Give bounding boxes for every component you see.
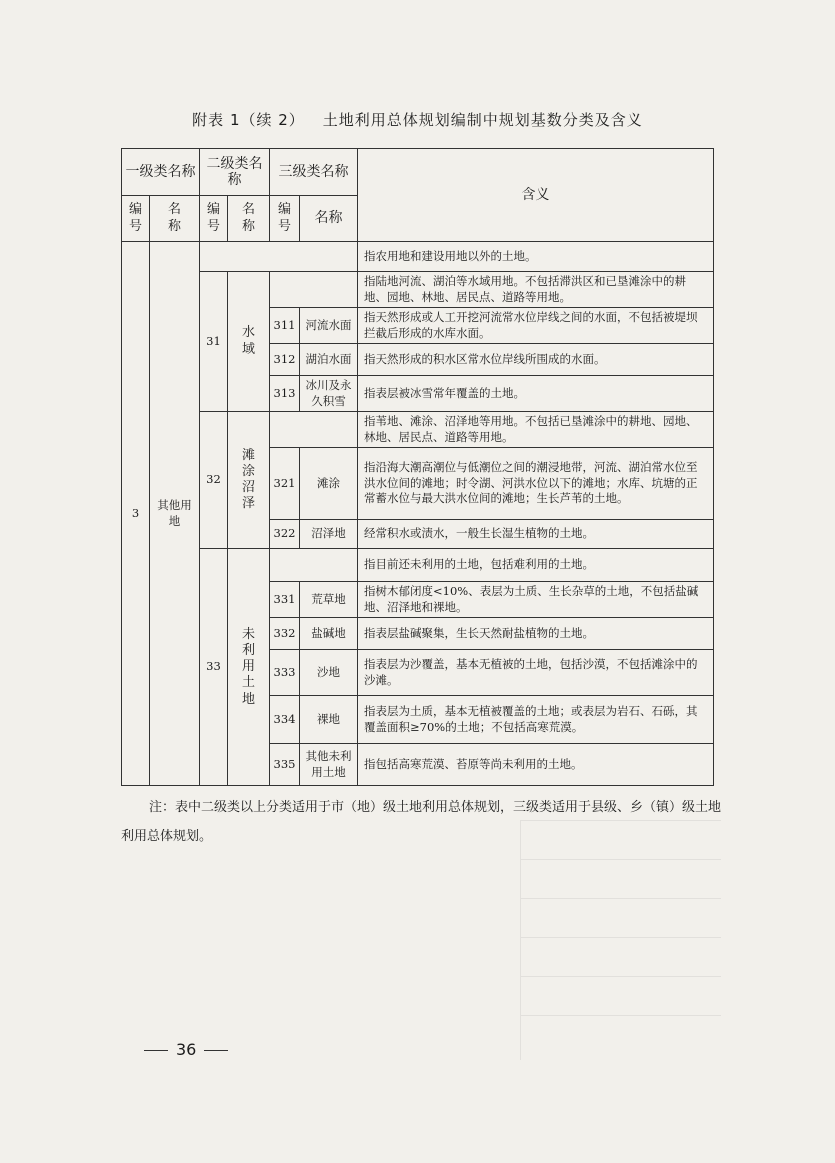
level2-code: 33 (200, 549, 228, 786)
level3-definition: 经常积水或渍水，一般生长湿生植物的土地。 (358, 520, 714, 549)
title-prefix: 附表 1（续 2） (192, 111, 305, 129)
level3-name: 荒草地 (300, 582, 358, 618)
level3-code: 312 (270, 344, 300, 376)
level1-name: 其他用地 (150, 242, 200, 786)
header-row-1 (122, 149, 714, 196)
level3-code: 331 (270, 582, 300, 618)
level3-name: 滩涂 (300, 448, 358, 520)
level2-name: 滩涂沼泽 (228, 412, 270, 549)
level3-definition: 指沿海大潮高潮位与低潮位之间的潮浸地带，河流、湖泊常水位至洪水位间的滩地；时令湖、河洪水位以下的滩地；水库、坑塘的正常蓄水位与最大洪水位间的滩地；生长芦苇的土地。 (358, 448, 714, 520)
level3-name: 河流水面 (300, 308, 358, 344)
level3-name: 其他未利用土地 (300, 744, 358, 786)
level3-name: 冰川及永久积雪 (300, 376, 358, 412)
table-row (122, 242, 714, 272)
level3-name: 沙地 (300, 650, 358, 696)
level2-code: 32 (200, 412, 228, 549)
level3-name: 裸地 (300, 696, 358, 744)
classification-table (121, 148, 714, 786)
level3-name: 湖泊水面 (300, 344, 358, 376)
level3-definition: 指表层为土质，基本无植被覆盖的土地；或表层为岩石、石砾，其覆盖面积≥70%的土地；不包括高寒荒漠。 (358, 696, 714, 744)
header-code-1: 编号 (122, 196, 150, 242)
table-note: 注：表中二级类以上分类适用于市（地）级土地利用总体规划，三级类适用于县级、乡（镇）级土地利用总体规划。 (121, 800, 722, 844)
level3-code: 333 (270, 650, 300, 696)
empty-cell (200, 242, 358, 272)
page-number (136, 1040, 236, 1059)
page-number-text: 36 (176, 1040, 197, 1059)
empty-cell (270, 272, 358, 308)
level3-code: 321 (270, 448, 300, 520)
level3-code: 311 (270, 308, 300, 344)
empty-cell (270, 412, 358, 448)
level2-definition: 指苇地、滩涂、沼泽地等用地。不包括已垦滩涂中的耕地、园地、林地、居民点、道路等用地。 (358, 412, 714, 448)
bleed-through-shadow (520, 820, 721, 1060)
level3-definition: 指表层为沙覆盖，基本无植被的土地，包括沙漠，不包括滩涂中的沙滩。 (358, 650, 714, 696)
level3-definition: 指包括高寒荒漠、苔原等尚未利用的土地。 (358, 744, 714, 786)
level3-code: 332 (270, 618, 300, 650)
header-name-1: 名称 (150, 196, 200, 242)
header-code-3: 编号 (270, 196, 300, 242)
table-row (122, 272, 714, 308)
level1-code: 3 (122, 242, 150, 786)
header-level1: 一级类名称 (122, 149, 200, 196)
header-code-2: 编号 (200, 196, 228, 242)
level2-name: 未利用土地 (228, 549, 270, 786)
level2-code: 31 (200, 272, 228, 412)
table-row (122, 549, 714, 582)
level3-code: 322 (270, 520, 300, 549)
header-meaning: 含义 (358, 149, 714, 242)
table-row (122, 412, 714, 448)
table-title (0, 109, 835, 130)
header-name-3: 名称 (300, 196, 358, 242)
level3-definition: 指表层盐碱聚集，生长天然耐盐植物的土地。 (358, 618, 714, 650)
level3-code: 313 (270, 376, 300, 412)
level3-definition: 指天然形成的积水区常水位岸线所围成的水面。 (358, 344, 714, 376)
level2-name: 水域 (228, 272, 270, 412)
header-name-2: 名称 (228, 196, 270, 242)
empty-cell (270, 549, 358, 582)
header-level2: 二级类名称 (200, 149, 270, 196)
level3-code: 335 (270, 744, 300, 786)
level2-definition: 指陆地河流、湖泊等水域用地。不包括滞洪区和已垦滩涂中的耕地、园地、林地、居民点、道路等用地。 (358, 272, 714, 308)
level1-definition: 指农用地和建设用地以外的土地。 (358, 242, 714, 272)
level3-definition: 指树木郁闭度<10%、表层为土质、生长杂草的土地，不包括盐碱地、沼泽地和裸地。 (358, 582, 714, 618)
level3-definition: 指表层被冰雪常年覆盖的土地。 (358, 376, 714, 412)
level3-code: 334 (270, 696, 300, 744)
level2-definition: 指目前还未利用的土地，包括难利用的土地。 (358, 549, 714, 582)
level3-name: 盐碱地 (300, 618, 358, 650)
level3-name: 沼泽地 (300, 520, 358, 549)
level3-definition: 指天然形成或人工开挖河流常水位岸线之间的水面，不包括被堤坝拦截后形成的水库水面。 (358, 308, 714, 344)
title-text: 土地利用总体规划编制中规划基数分类及含义 (322, 111, 643, 129)
header-level3: 三级类名称 (270, 149, 358, 196)
